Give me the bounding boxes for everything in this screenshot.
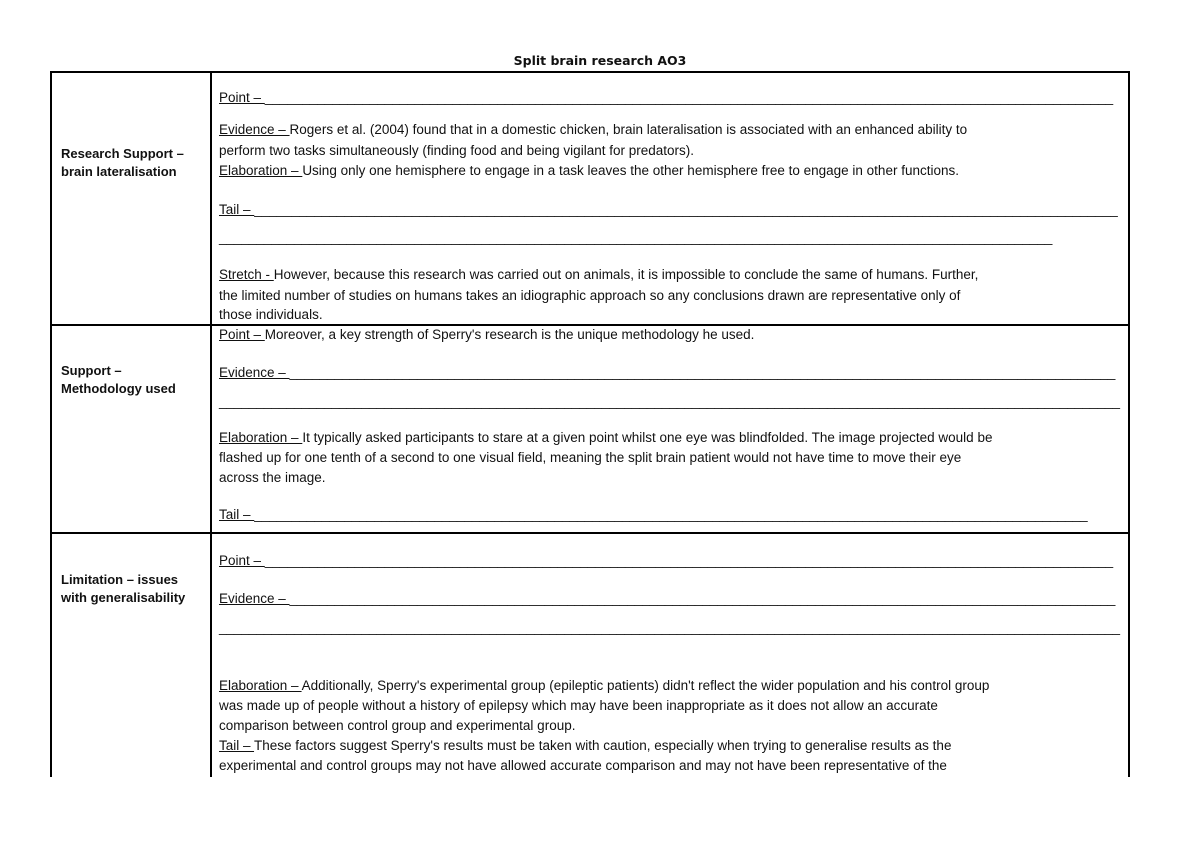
row1-stretch-line-3: those individuals. xyxy=(219,307,323,322)
table-border-left xyxy=(50,71,52,777)
row1-evidence-line-1 xyxy=(219,121,967,139)
tail-prefix: Tail – xyxy=(219,202,255,217)
row1-stretch-line-2: the limited number of studies on humans takes an idiographic approach so any conclusions drawn are representative only of xyxy=(219,288,961,303)
row2-evidence xyxy=(219,364,1115,382)
row3-elaboration-line-3: comparison between control group and experimental group. xyxy=(219,718,576,733)
row3-point xyxy=(219,552,1113,570)
blank-line: ______________________________________________________________________________________________________________ xyxy=(289,591,1116,606)
row1-tail-blank-2: _______________________________________________________________________________________________________________ xyxy=(219,230,1053,245)
row-label-limitation: Limitation – issues with generalisability xyxy=(61,572,186,605)
row2-evidence-blank-2: ________________________________________________________________________________________________________________________ xyxy=(219,394,1120,409)
blank-line: _________________________________________________________________________________________________________________ xyxy=(264,553,1114,568)
blank-line: ______________________________________________________________________________________________________________ xyxy=(289,365,1116,380)
tail-text: These factors suggest Sperry's results must be taken with caution, especially when trying to generalise results as the xyxy=(254,738,952,753)
row-label-research-support: Research Support – brain lateralisation xyxy=(61,146,184,179)
evidence-prefix: Evidence – xyxy=(219,122,290,137)
elaboration-text: Using only one hemisphere to engage in a task leaves the other hemisphere free to engage in other functions. xyxy=(302,163,959,178)
table-border-right xyxy=(1128,71,1130,777)
row2-point xyxy=(219,326,754,344)
elaboration-prefix: Elaboration – xyxy=(219,163,303,178)
row3-elaboration-line-1 xyxy=(219,677,989,695)
row3-tail-line-2: experimental and control groups may not have allowed accurate comparison and may not have been representative of the xyxy=(219,758,947,773)
elaboration-prefix: Elaboration – xyxy=(219,678,302,693)
evidence-prefix: Evidence – xyxy=(219,591,290,606)
blank-line: _________________________________________________________________________________________________________________ xyxy=(264,90,1114,105)
tail-prefix: Tail – xyxy=(219,738,255,753)
evidence-prefix: Evidence – xyxy=(219,365,290,380)
row3-elaboration-line-2: was made up of people without a history of epilepsy which may have been inappropriate as it does not allow an accurate xyxy=(219,698,938,713)
point-prefix: Point – xyxy=(219,90,265,105)
row3-evidence-blank-2: ________________________________________________________________________________________________________________________ xyxy=(219,620,1120,635)
blank-line: ___________________________________________________________________________________________________________________ xyxy=(254,202,1118,217)
point-prefix: Point – xyxy=(219,553,265,568)
point-text: Moreover, a key strength of Sperry's research is the unique methodology he used. xyxy=(264,327,755,342)
row3-evidence xyxy=(219,590,1115,608)
row1-tail xyxy=(219,201,1118,219)
row2-elaboration-line-1 xyxy=(219,429,992,447)
elaboration-prefix: Elaboration – xyxy=(219,430,303,445)
row-label-methodology: Support – Methodology used xyxy=(61,363,176,396)
point-prefix: Point – xyxy=(219,327,265,342)
row1-point xyxy=(219,89,1113,107)
elaboration-text: It typically asked participants to stare at a given point whilst one eye was blindfolded. The image projected would be xyxy=(302,430,993,445)
row1-elaboration xyxy=(219,162,959,180)
column-divider xyxy=(210,71,212,777)
row2-elaboration-line-3: across the image. xyxy=(219,470,326,485)
stretch-prefix: Stretch - xyxy=(219,267,274,282)
blank-line: _______________________________________________________________________________________________________________ xyxy=(254,507,1088,522)
document-title: Split brain research AO3 xyxy=(513,53,687,68)
row1-stretch-line-1 xyxy=(219,266,978,284)
elaboration-text: Additionally, Sperry's experimental group (epileptic patients) didn't reflect the wider population and his control group xyxy=(301,678,990,693)
row2-elaboration-line-2: flashed up for one tenth of a second to one visual field, meaning the split brain patient would not have time to move their eye xyxy=(219,450,962,465)
evidence-text: Rogers et al. (2004) found that in a domestic chicken, brain lateralisation is associated with an enhanced ability to xyxy=(289,122,968,137)
table-border-top xyxy=(50,71,1130,73)
row2-tail xyxy=(219,506,1088,524)
tail-prefix: Tail – xyxy=(219,507,255,522)
row3-tail-line-1 xyxy=(219,737,951,755)
row-divider-2 xyxy=(50,532,1130,534)
row1-evidence-line-2: perform two tasks simultaneously (finding food and being vigilant for predators). xyxy=(219,143,694,158)
stretch-text: However, because this research was carried out on animals, it is impossible to conclude the same of humans. Further, xyxy=(273,267,979,282)
